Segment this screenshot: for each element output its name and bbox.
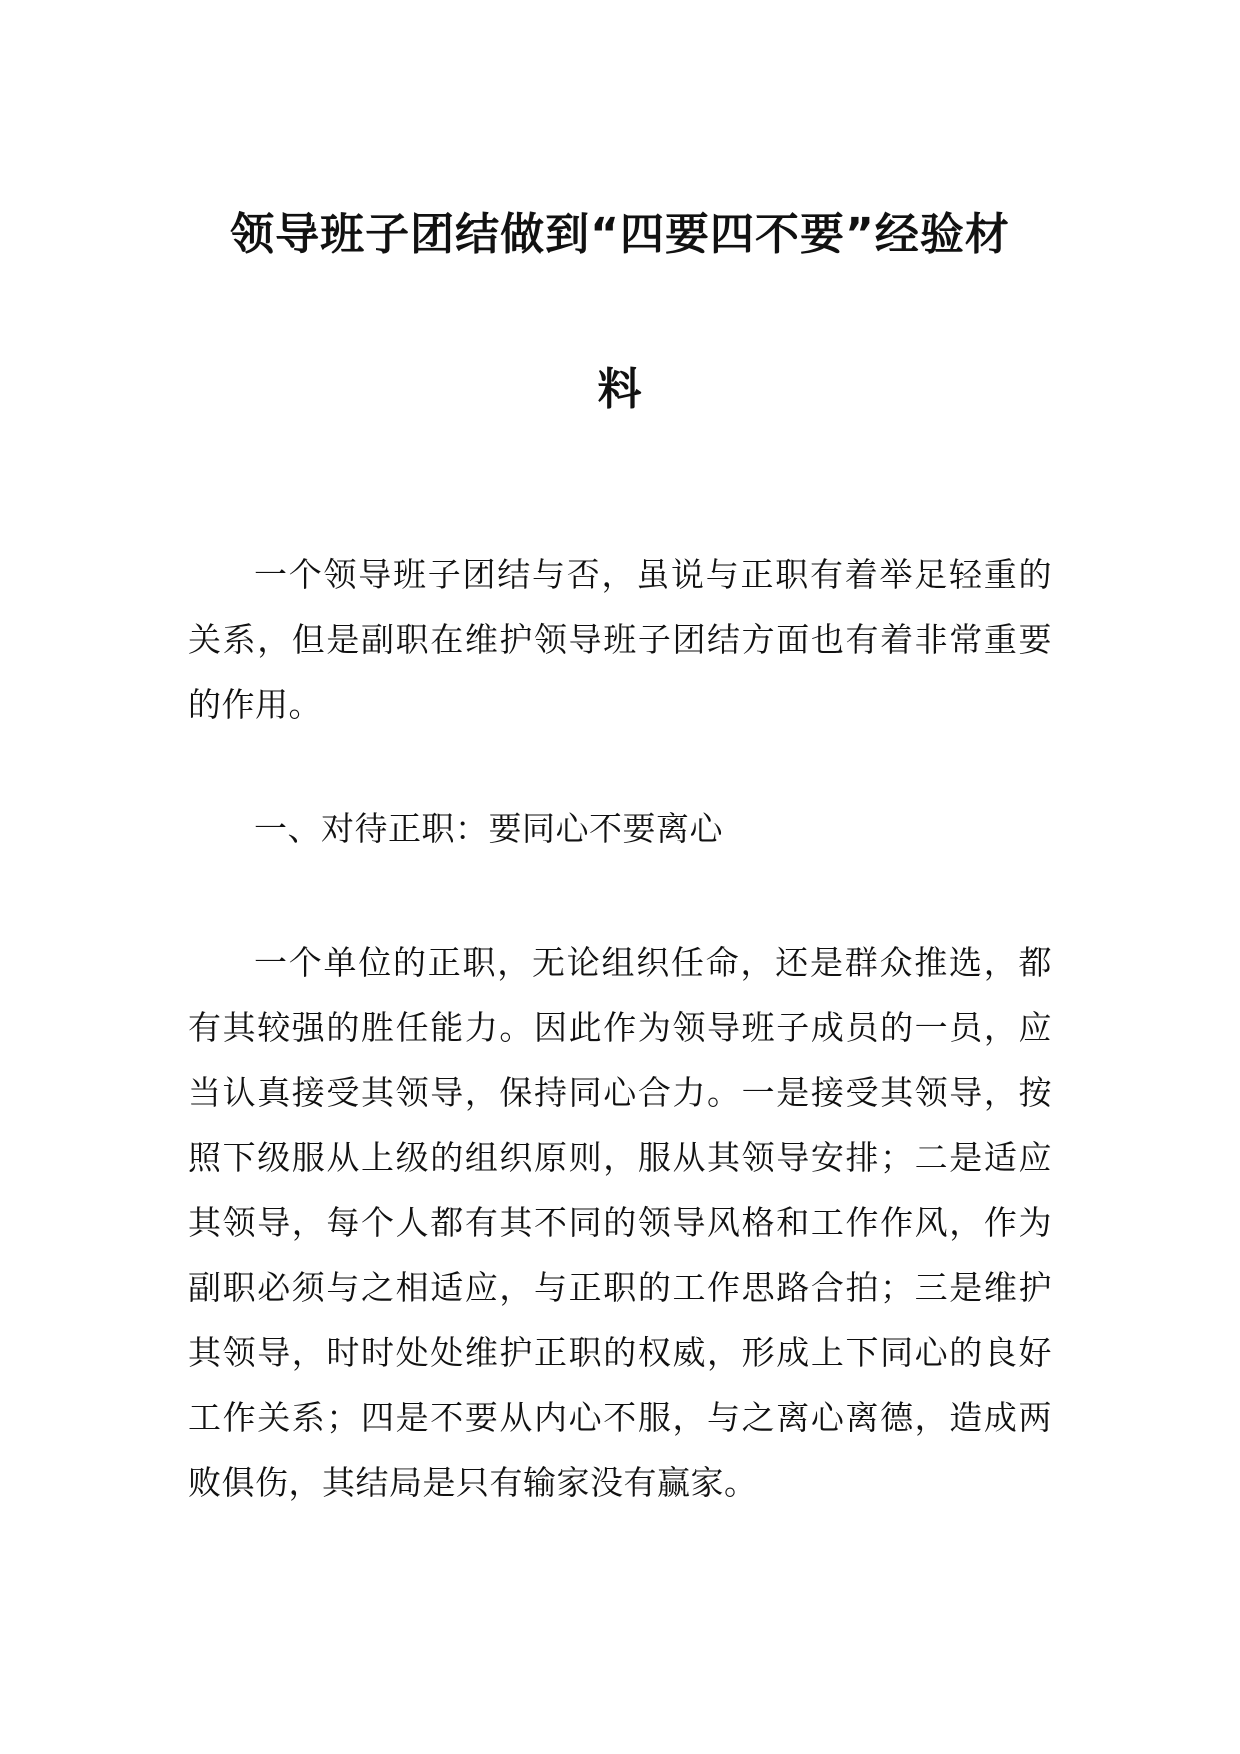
section-1-heading: 一、对待正职：要同心不要离心 [254,809,723,848]
section-1-paragraph: 一个单位的正职，无论组织任命，还是群众推选，都有其较强的胜任能力。因此作为领导班子成员的一员，应当认真接受其领导，保持同心合力。一是接受其领导，按照下级服从上级的组织原则，服从其领导安排；二是适应其领导，每个人都有其不同的领导风格和工作作风，作为副职必须与之相适应，与正职的工作思路合拍；三是维护其领导，时时处处维护正职的权威，形成上下同心的良好工作关系；四是不要从内心不服，与之离心离德，造成两败俱伤，其结局是只有输家没有赢家。 [188,943,1052,1502]
intro-paragraph: 一个领导班子团结与否，虽说与正职有着举足轻重的关系，但是副职在维护领导班子团结方面也有着非常重要的作用。 [188,555,1052,724]
document-title-line-1: 领导班子团结做到“四要四不要”经验材 [230,209,1010,260]
document-title-line-2: 料 [597,364,643,415]
